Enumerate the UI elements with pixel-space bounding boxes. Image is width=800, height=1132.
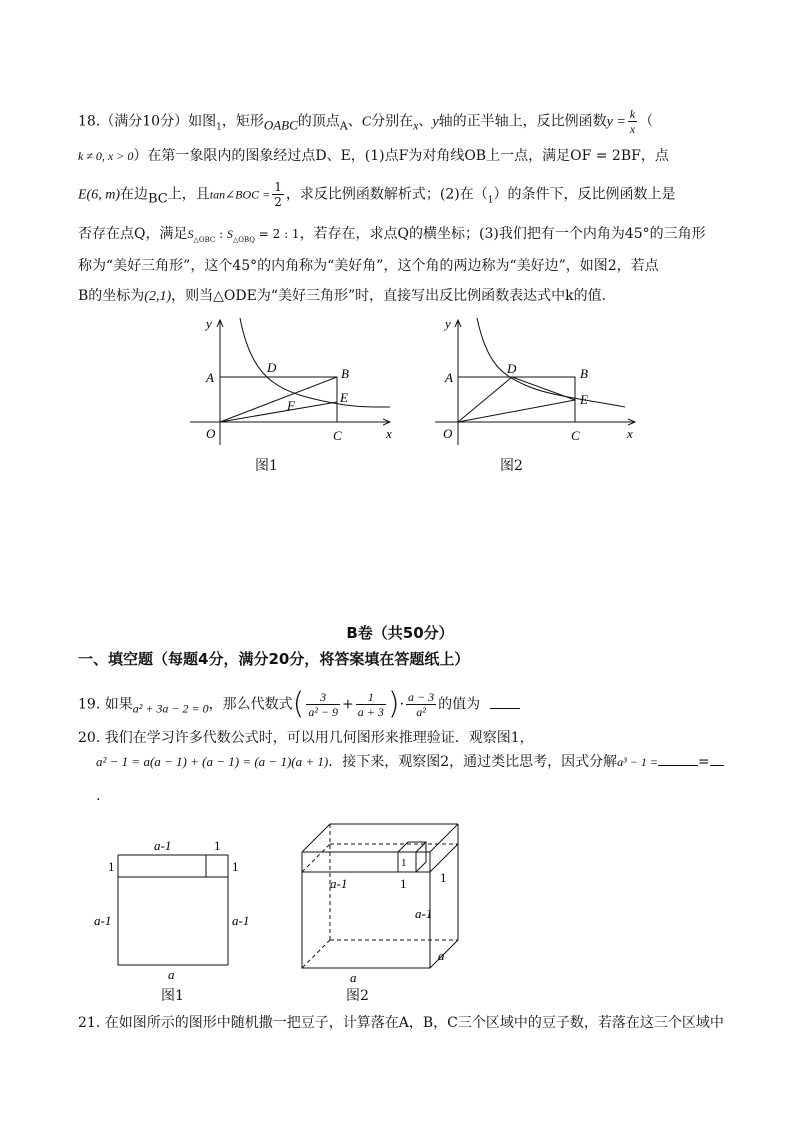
- q20-line-1: [78, 728, 534, 748]
- q18-text: ，矩形: [221, 113, 264, 130]
- q18-text: ，求反比例函数解析式；(2)在（: [285, 186, 488, 203]
- section-b-title: B卷（共50分）: [346, 624, 454, 642]
- q20-text: ．接下来，观察图2，通过类比思考，因式分解: [328, 754, 618, 770]
- q20-text: =: [697, 754, 710, 770]
- label-cube-a-1: a-1: [330, 876, 348, 891]
- q18-text: ）在第一象限内的图象经过点D、E，(1)点F为对角线OB上一点，满足OF = 2BF，点: [133, 148, 669, 164]
- q18-line-2: [78, 146, 669, 166]
- q18-line-6: [78, 286, 606, 307]
- q18-text: 分别在: [371, 113, 414, 130]
- label-y: y: [206, 316, 212, 331]
- frac-num: k: [629, 107, 636, 121]
- q20-answer-blank-2[interactable]: [710, 753, 724, 766]
- frac-num: 1: [356, 690, 386, 705]
- cube-front: [302, 852, 433, 968]
- q18-text: 称为“美好三角形”，这个45°的内角称为“美好角”，这个角的两边称为“美好边”，如图2，若点: [78, 258, 659, 274]
- frac-num: a − 3: [408, 690, 435, 704]
- q18-math: x: [413, 118, 419, 133]
- segment-OE: [220, 402, 337, 422]
- q19-answer-blank[interactable]: [490, 696, 520, 709]
- q18-text: 1: [216, 122, 222, 133]
- q18-text: 、: [418, 113, 433, 130]
- q18-math: OABC: [263, 117, 298, 133]
- square-a: [118, 855, 228, 965]
- q18-math: BC: [148, 191, 168, 207]
- q18-line-1: [78, 107, 653, 137]
- q18-math: (2,1): [144, 289, 172, 304]
- q18-math: C: [361, 114, 372, 130]
- q20-math: a² − 1 = a(a − 1) + (a − 1) = (a − 1)(a + 1): [96, 754, 329, 769]
- rectangle-OABC: [458, 377, 575, 422]
- q20-fig2-caption: 图2: [346, 988, 369, 1004]
- q20-answer-blank-1[interactable]: [658, 753, 698, 766]
- q21-line: [78, 1013, 724, 1033]
- q20-line-3: [96, 786, 100, 806]
- q18-math: k ≠ 0, x > 0: [78, 149, 134, 163]
- q18-text: ，则当△ODE为“美好三角形”时，直接写出反比例函数表达式中k的值.: [171, 288, 607, 304]
- frac-den: 2: [274, 195, 282, 209]
- label-E: E: [580, 392, 588, 407]
- q18-text: 的顶点: [297, 113, 340, 130]
- label-B: B: [580, 366, 588, 381]
- label-D: D: [267, 360, 277, 375]
- q20-fig1-caption: 图1: [161, 988, 184, 1004]
- label-top-a-1: a-1: [154, 838, 172, 853]
- q18-math: tan∠BOC =: [209, 187, 271, 202]
- q19-plus: +: [342, 696, 354, 713]
- label-right-a-1: a-1: [232, 913, 250, 928]
- label-C: C: [333, 428, 342, 443]
- q19-text: ，那么代数式: [208, 696, 293, 713]
- paren-left: (: [292, 686, 305, 722]
- section-heading: 一、填空题（每题4分，满分20分，将答案填在答题纸上）: [78, 650, 470, 668]
- q18-text: 轴的正半轴上，反比例函数: [438, 113, 607, 130]
- label-C: C: [571, 428, 580, 443]
- q20-figure-2: [290, 800, 470, 985]
- label-bottom-a: a: [168, 967, 175, 982]
- q18-text: 否存在点Q，满足: [78, 226, 188, 242]
- q19-frac-2: [356, 690, 386, 719]
- q18-math: y =: [606, 114, 626, 130]
- q18-math: A: [339, 119, 348, 133]
- q18-math: △OBC: [193, 235, 216, 244]
- label-O: O: [443, 426, 453, 441]
- frac-num: 1: [274, 180, 282, 194]
- label-cube-depth: a: [438, 948, 445, 963]
- q18-figure-2: [425, 310, 645, 450]
- q20-math: a³ − 1 =: [617, 755, 658, 769]
- label-x: x: [627, 426, 633, 441]
- frac-den: a²: [416, 705, 426, 719]
- q18-math: E(6, m): [78, 187, 120, 203]
- frac-den: x: [629, 122, 636, 136]
- q19-math: a² + 3a − 2 = 0: [132, 701, 209, 716]
- hyperbola-curve: [240, 318, 390, 407]
- q20-line-2: [96, 752, 724, 772]
- q19-text: 的值为: [438, 696, 481, 713]
- q18-text: 在边: [120, 186, 148, 203]
- q20-dot: .: [96, 788, 101, 804]
- label-D: D: [507, 361, 517, 376]
- cube-right: [430, 824, 458, 968]
- label-cube-1b: 1: [400, 876, 407, 891]
- label-cube-1: 1: [401, 857, 407, 869]
- frac-den: a + 3: [357, 705, 384, 719]
- q21-text: 21. 在如图所示的图形中随机撒一把豆子，计算落在A，B，C三个区域中的豆子数，若落在这三个区域中: [78, 1015, 724, 1031]
- diagonal-OB: [220, 377, 337, 422]
- q18-figure-1: [180, 310, 400, 450]
- label-B: B: [341, 366, 349, 381]
- paren-right: ): [387, 686, 400, 722]
- hyperbola-curve: [477, 318, 625, 407]
- q18-text: （: [639, 113, 654, 130]
- q18-frac: [272, 180, 284, 209]
- q18-text: 、: [347, 113, 362, 130]
- label-cube-1c: 1: [440, 870, 447, 885]
- label-F: F: [287, 398, 295, 413]
- hidden-edge: [302, 940, 330, 968]
- q20-text: 20. 我们在学习许多代数公式时，可以用几何图形来推理验证．观察图1，: [78, 730, 534, 746]
- label-y: y: [445, 316, 451, 331]
- segment-OD: [458, 377, 512, 422]
- q19-line: [78, 686, 520, 722]
- q19-frac-3: [406, 690, 436, 719]
- q20-figure-1: [90, 833, 270, 993]
- label-cube-a: a: [350, 970, 357, 985]
- label-cube-side: a-1: [415, 906, 433, 921]
- q18-math: S: [226, 227, 233, 241]
- q18-text: 上，且: [167, 186, 210, 203]
- label-left-a-1: a-1: [94, 913, 112, 928]
- q18-text: 18.（满分10分）如图: [78, 113, 217, 130]
- q18-text: B的坐标为: [78, 288, 145, 304]
- q18-line-4: [78, 224, 706, 250]
- frac-num: 3: [306, 690, 340, 705]
- q18-text: ）的条件下，反比例函数上是: [493, 186, 676, 203]
- q18-math: △OBQ: [232, 235, 255, 244]
- label-E: E: [340, 390, 348, 405]
- fig1-caption: 图1: [255, 458, 278, 474]
- label-A: A: [445, 370, 453, 385]
- label-x: x: [386, 426, 392, 441]
- q18-math: = 2 : 1: [254, 227, 300, 241]
- q18-text: 1: [487, 195, 494, 206]
- q18-line-3: [78, 180, 675, 210]
- q18-math: y: [432, 114, 439, 130]
- q18-text: ，若存在，求点Q的横坐标；(3)我们把有一个内角为45°的三角形: [299, 226, 706, 242]
- label-right-1: 1: [232, 859, 239, 874]
- fig2-caption: 图2: [500, 458, 523, 474]
- q19-frac-1: [306, 690, 340, 719]
- q18-frac: [628, 107, 637, 136]
- q18-math: S: [187, 227, 194, 241]
- q18-math: :: [215, 227, 227, 241]
- frac-den: a² − 9: [308, 705, 339, 719]
- segment-OE: [458, 400, 575, 422]
- q18-line-5: [78, 256, 659, 276]
- label-left-1: 1: [108, 859, 115, 874]
- q19-text: 19. 如果: [78, 696, 133, 713]
- label-A: A: [206, 370, 214, 385]
- label-top-1: 1: [214, 838, 221, 853]
- label-O: O: [206, 426, 216, 441]
- q19-dot: ·: [399, 696, 405, 713]
